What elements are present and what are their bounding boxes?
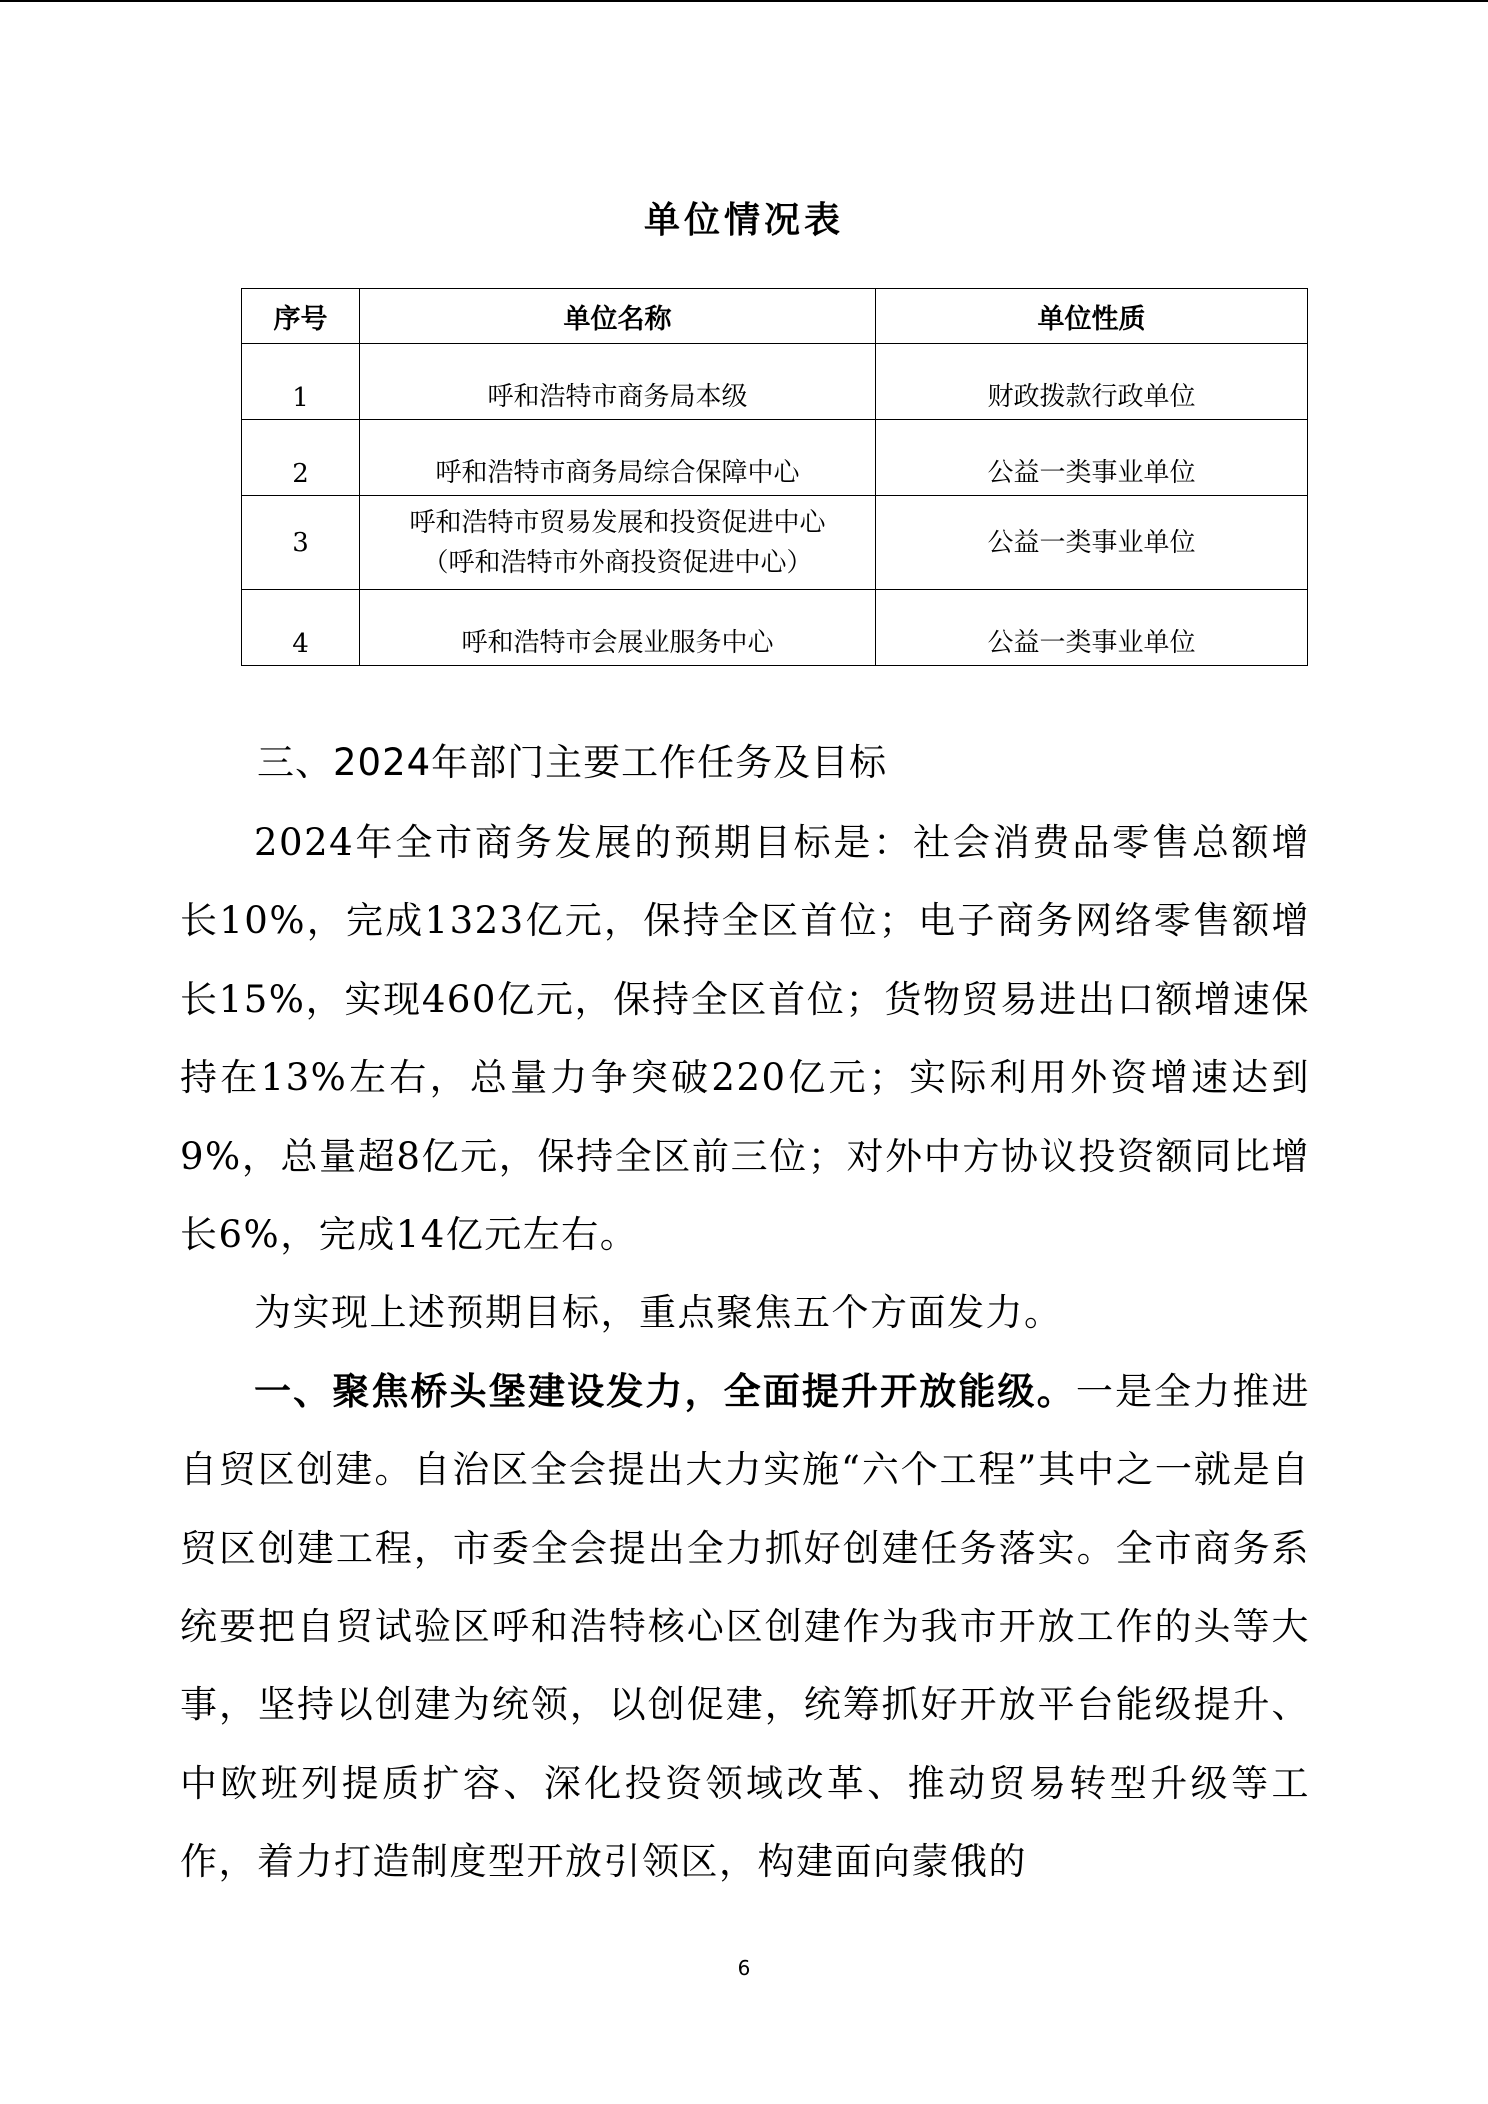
section-heading: 三、2024年部门主要工作任务及目标 bbox=[257, 741, 888, 784]
body-text bbox=[180, 804, 1310, 1902]
unit-table bbox=[241, 288, 1308, 666]
table-row bbox=[242, 420, 1308, 496]
table-title: 单位情况表 bbox=[643, 200, 844, 241]
paragraph-bridgehead-rest: 一是全力推进自贸区创建。自治区全会提出大力实施“六个工程”其中之一就是自贸区创建工程，市委全会提出全力抓好创建任务落实。全市商务系统要把自贸试验区呼和浩特核心区创建作为我市开放工作的头等大事，坚持以创建为统领，以创促建，统筹抓好开放平台能级提升、中欧班列提质扩容、深化投资领域改革、推动贸易转型升级等工作，着力打造制度型开放引领区，构建面向蒙俄的 bbox=[180, 1369, 1311, 1884]
table-header-row bbox=[242, 289, 1308, 344]
paragraph-focus: 为实现上述预期目标，重点聚焦五个方面发力。 bbox=[254, 1291, 1063, 1335]
top-border-line bbox=[0, 0, 1488, 2]
page-number: 6 bbox=[737, 1956, 751, 1980]
row-unit-name: 呼和浩特市商务局本级 bbox=[360, 344, 876, 420]
row-unit-nature: 财政拨款行政单位 bbox=[876, 344, 1308, 420]
row-unit-name-line1: 呼和浩特市贸易发展和投资促进中心 bbox=[409, 507, 826, 538]
table-row bbox=[242, 344, 1308, 420]
header-unit-name: 单位名称 bbox=[360, 289, 876, 344]
row-unit-name bbox=[360, 496, 876, 590]
paragraph-targets: 2024年全市商务发展的预期目标是：社会消费品零售总额增长10%，完成1323亿元，保持全区首位；电子商务网络零售额增长15%，实现460亿元，保持全区首位；货物贸易进出口额增速保持在13%左右，总量力争突破220亿元；实际利用外资增速达到9%，总量超8亿元，保持全区前三位；对外中方协议投资额同比增长6%，完成14亿元左右。 bbox=[180, 821, 1310, 1257]
header-unit-nature: 单位性质 bbox=[876, 289, 1308, 344]
row-number: 2 bbox=[242, 420, 360, 496]
row-number: 4 bbox=[242, 590, 360, 666]
row-number: 1 bbox=[242, 344, 360, 420]
row-unit-name-line2: （呼和浩特市外商投资促进中心） bbox=[422, 547, 813, 578]
paragraph-bold-lead: 一、聚焦桥头堡建设发力，全面提升开放能级。 bbox=[254, 1369, 1076, 1413]
row-unit-name: 呼和浩特市会展业服务中心 bbox=[360, 590, 876, 666]
table-row bbox=[242, 496, 1308, 590]
row-unit-nature: 公益一类事业单位 bbox=[876, 420, 1308, 496]
table-row bbox=[242, 590, 1308, 666]
paragraph-bridgehead bbox=[180, 1353, 1310, 1902]
row-unit-nature: 公益一类事业单位 bbox=[876, 496, 1308, 590]
header-number: 序号 bbox=[242, 289, 360, 344]
row-number: 3 bbox=[242, 496, 360, 590]
row-unit-nature: 公益一类事业单位 bbox=[876, 590, 1308, 666]
row-unit-name: 呼和浩特市商务局综合保障中心 bbox=[360, 420, 876, 496]
